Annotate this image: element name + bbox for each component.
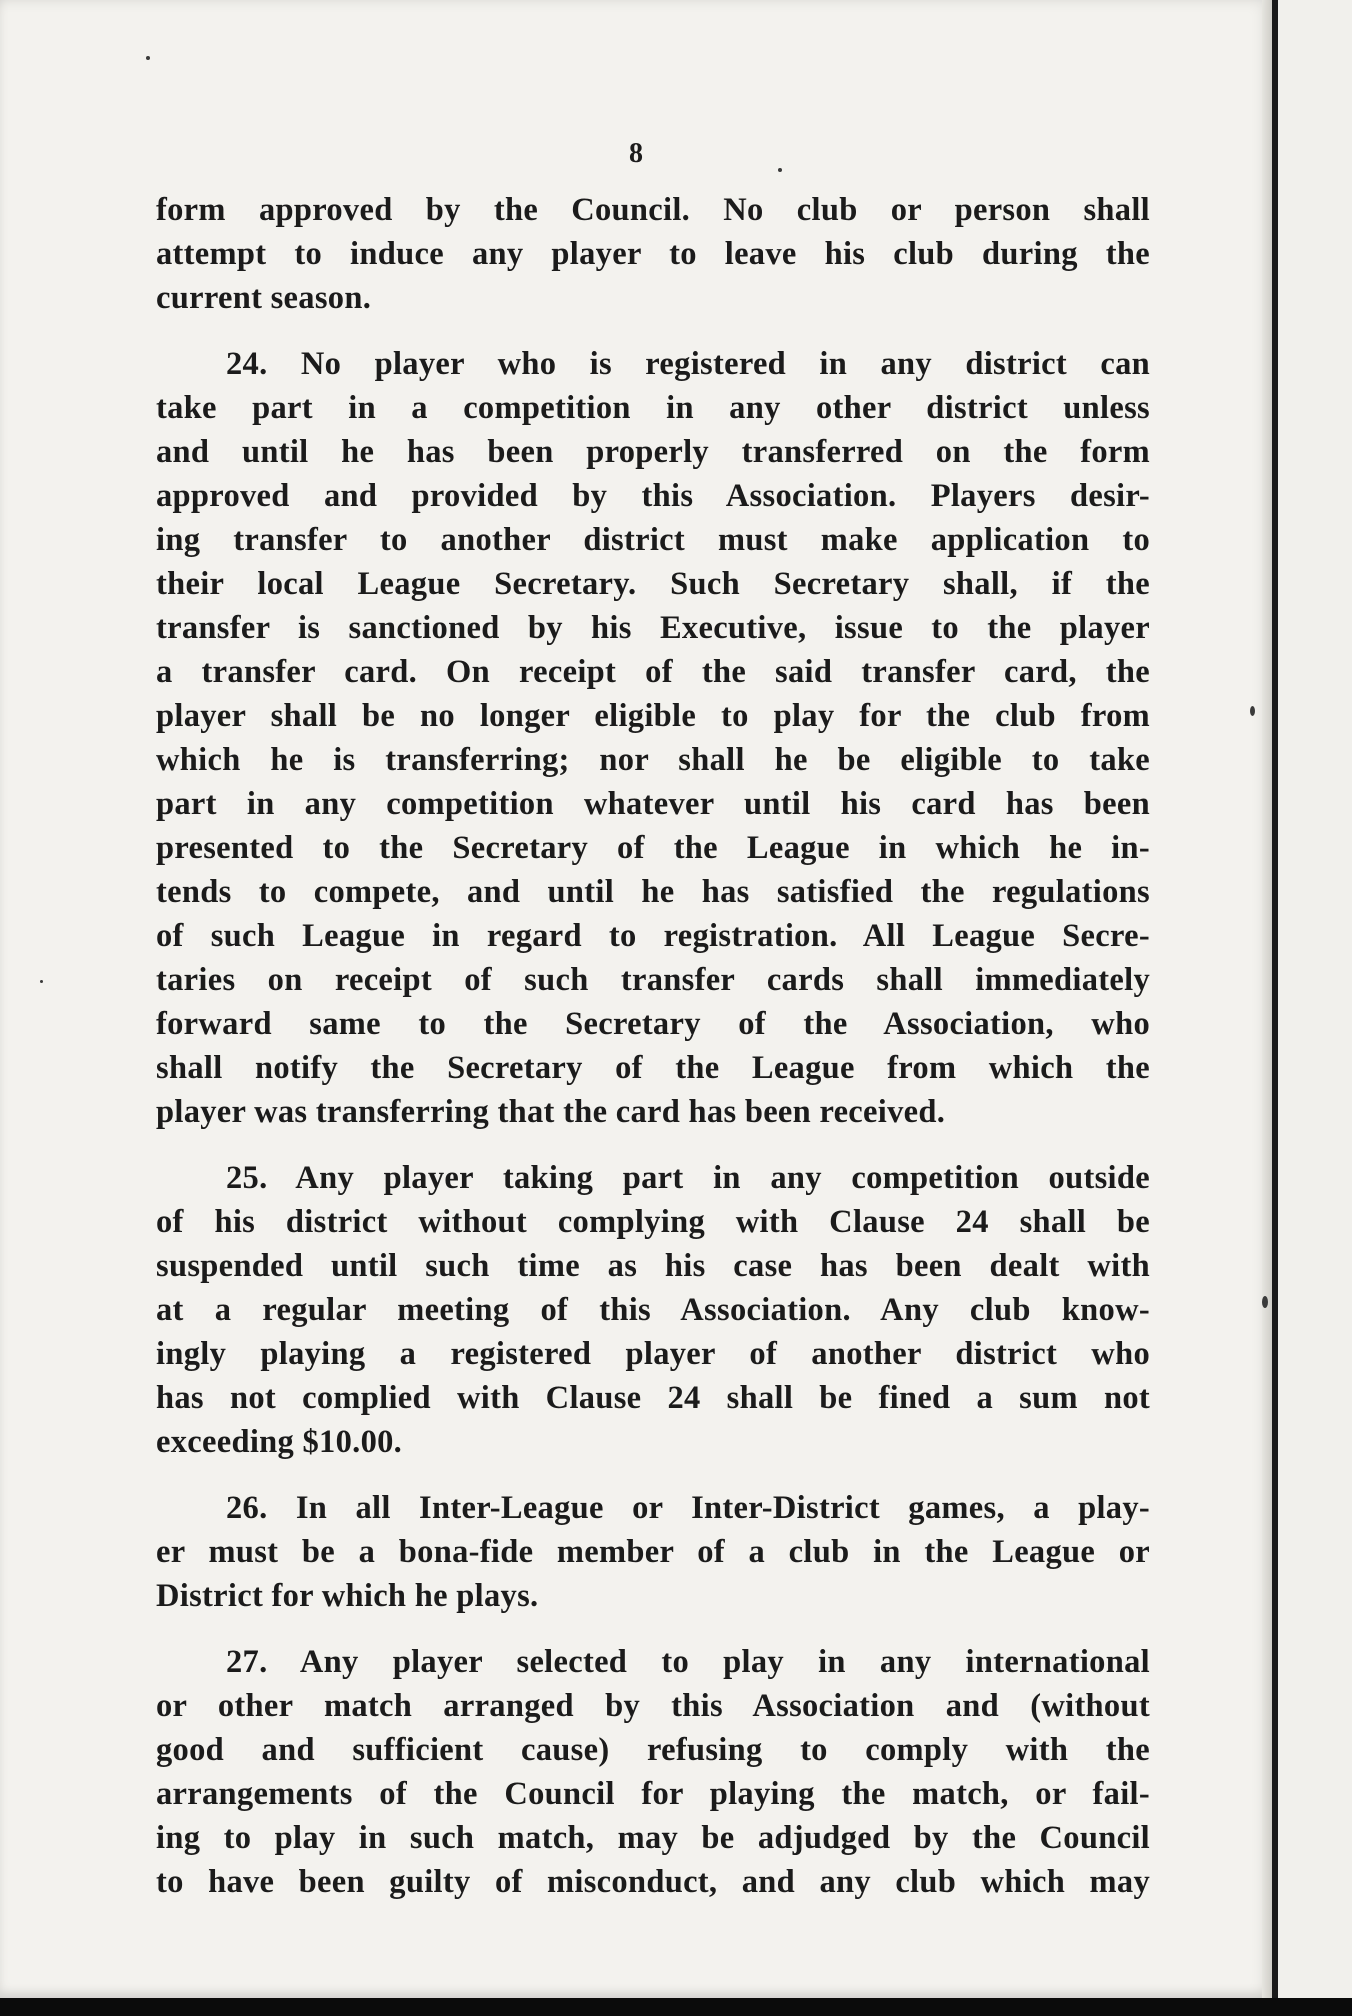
- text-line: player was transferring that the card has been received.: [156, 1094, 946, 1130]
- text-line: arrangements of the Council for playing the match, or fail-: [156, 1776, 1150, 1812]
- text-line: and until he has been properly transferred on the form: [156, 434, 1150, 470]
- speck: [1250, 706, 1255, 716]
- text-line: ing to play in such match, may be adjudged by the Council: [156, 1820, 1150, 1856]
- text-line: forward same to the Secretary of the Association, who: [156, 1006, 1150, 1042]
- binding-edge: [1272, 0, 1278, 2016]
- page-number: 8: [629, 138, 643, 169]
- text-line: at a regular meeting of this Association. Any club know-: [156, 1292, 1150, 1328]
- speck: [146, 56, 150, 60]
- text-line: player shall be no longer eligible to play for the club from: [156, 698, 1150, 734]
- text-line: current season.: [156, 280, 372, 316]
- text-line: presented to the Secretary of the League in which he in-: [156, 830, 1150, 866]
- text-line: exceeding $10.00.: [156, 1424, 403, 1460]
- paragraph-clause-24: [156, 342, 1150, 1134]
- paragraph-continuation: [156, 188, 1150, 320]
- text-line: er must be a bona-fide member of a club in the League or: [156, 1534, 1150, 1570]
- text-line: which he is transferring; nor shall he be eligible to take: [156, 742, 1150, 778]
- text-line: shall notify the Secretary of the League from which the: [156, 1050, 1150, 1086]
- document-body: [156, 188, 1150, 1926]
- text-line: 25. Any player taking part in any competition outside: [226, 1160, 1150, 1196]
- text-line: tends to compete, and until he has satisfied the regulations: [156, 874, 1150, 910]
- text-line: has not complied with Clause 24 shall be fined a sum not: [156, 1380, 1150, 1416]
- text-line: transfer is sanctioned by his Executive, issue to the player: [156, 610, 1150, 646]
- text-line: taries on receipt of such transfer cards shall immediately: [156, 962, 1150, 998]
- text-line: good and sufficient cause) refusing to comply with the: [156, 1732, 1150, 1768]
- speck: [1262, 1296, 1268, 1308]
- paragraph-clause-27: [156, 1640, 1150, 1904]
- text-line: their local League Secretary. Such Secretary shall, if the: [156, 566, 1150, 602]
- text-line: of such League in regard to registration. All League Secre-: [156, 918, 1150, 954]
- scan-bottom-border: [0, 1998, 1352, 2016]
- text-line: form approved by the Council. No club or person shall: [156, 192, 1150, 228]
- text-line: 24. No player who is registered in any district can: [226, 346, 1150, 382]
- text-line: District for which he plays.: [156, 1578, 539, 1614]
- text-line: attempt to induce any player to leave his club during the: [156, 236, 1150, 272]
- text-line: ingly playing a registered player of another district who: [156, 1336, 1150, 1372]
- page-edge: [1262, 0, 1272, 1998]
- text-line: or other match arranged by this Association and (without: [156, 1688, 1150, 1724]
- text-line: 27. Any player selected to play in any international: [226, 1644, 1150, 1680]
- paragraph-clause-26: [156, 1486, 1150, 1618]
- text-line: 26. In all Inter-League or Inter-District games, a play-: [226, 1490, 1150, 1526]
- scan-right-margin: [1272, 0, 1352, 2016]
- text-line: approved and provided by this Association. Players desir-: [156, 478, 1150, 514]
- text-line: ing transfer to another district must make application to: [156, 522, 1150, 558]
- text-line: to have been guilty of misconduct, and any club which may: [156, 1864, 1150, 1900]
- text-line: a transfer card. On receipt of the said transfer card, the: [156, 654, 1150, 690]
- text-line: take part in a competition in any other district unless: [156, 390, 1150, 426]
- text-line: of his district without complying with Clause 24 shall be: [156, 1204, 1150, 1240]
- speck: [40, 980, 43, 983]
- text-line: part in any competition whatever until his card has been: [156, 786, 1150, 822]
- paragraph-clause-25: [156, 1156, 1150, 1464]
- text-line: suspended until such time as his case has been dealt with: [156, 1248, 1150, 1284]
